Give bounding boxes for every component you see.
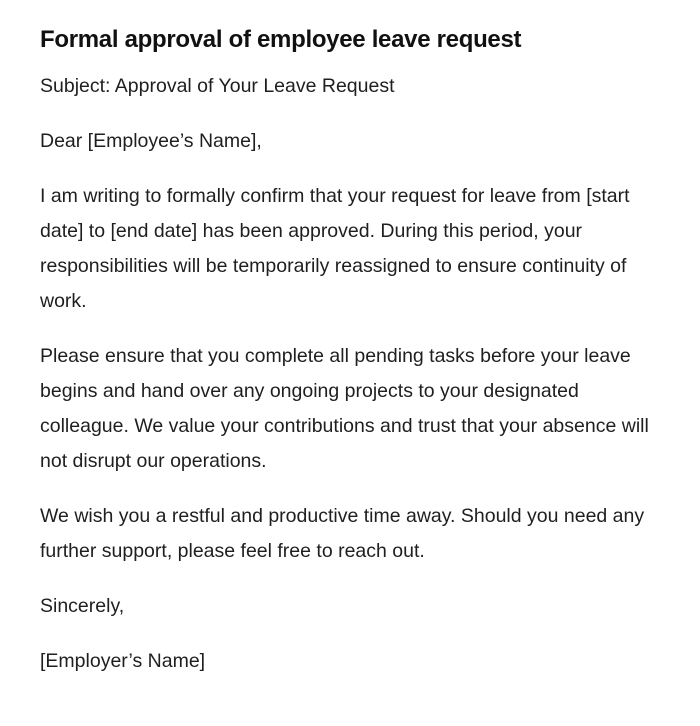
document-title: Formal approval of employee leave request: [40, 26, 522, 53]
letter-salutation: Dear [Employee’s Name],: [40, 130, 262, 152]
letter-paragraph-1: I am writing to formally confirm that your request for leave from [start date] to [end date] has been approved. During this period, your responsibilities will be temporarily reassigned to ensure continuity of work.: [40, 185, 630, 312]
letter-paragraph-2: Please ensure that you complete all pending tasks before your leave begins and hand over any ongoing projects to your designated colleague. We value your contributions and trust that your absence will not disrupt our operations.: [40, 345, 649, 472]
letter-closing: Sincerely,: [40, 595, 125, 617]
letter-document: [40, 22, 655, 679]
letter-subject: Subject: Approval of Your Leave Request: [40, 75, 395, 97]
letter-signature: [Employer’s Name]: [40, 650, 206, 672]
letter-paragraph-3: We wish you a restful and productive time away. Should you need any further support, please feel free to reach out.: [40, 505, 645, 562]
